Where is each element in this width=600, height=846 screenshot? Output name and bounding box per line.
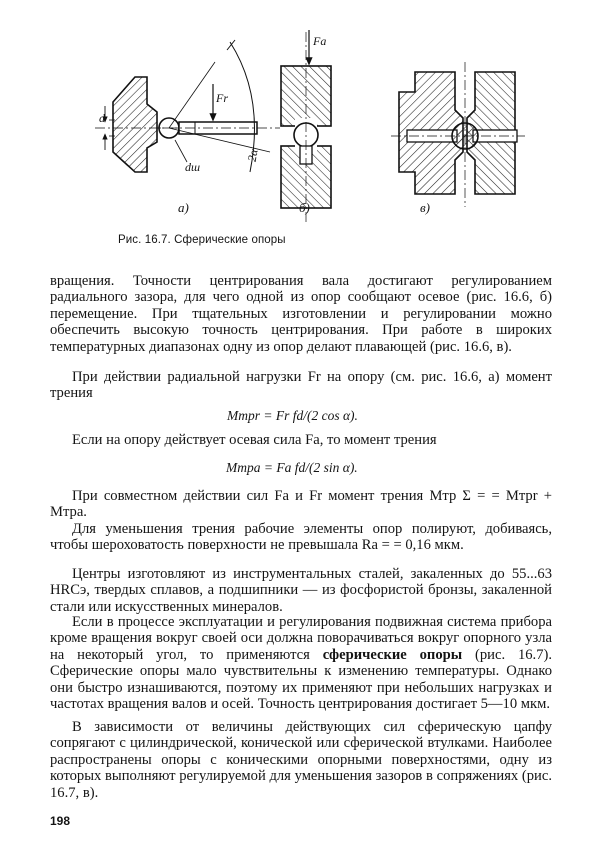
paragraph-8: В зависимости от величины действующих сил сферическую цапфу сопрягают с цилиндрической, конической или сферической втулками. Наиболее распространены опоры с коническими опорными поверхностями, одну из которых выполняют регулируемой для уменьшения зазоров в сопряжениях (рис. 16.7, в). [50,719,552,801]
sublabel-b: б) [299,200,310,215]
paragraph-4: При совместном действии сил Fa и Fr момент трения Mтр Σ = = Mтрr + Mтрa. [50,488,552,521]
page-number: 198 [50,814,71,828]
paragraph-5: Для уменьшения трения рабочие элементы опор полируют, добиваясь, чтобы шероховатость поверхности не превышала Ra = = 0,16 мкм. [50,521,552,554]
figure-drawing [95,22,525,227]
paragraph-7-end: (рис. 16.7). Сферические опоры мало чувствительны к изменению температуры. Однако они быстро изнашиваются, поэтому их применяют при небольших нагрузках и частотах вращения валов и осей. Точность центрирования достигает 5—10 мкм. [50,646,552,713]
sublabel-a: а) [178,200,189,215]
figure-spherical-supports [95,22,525,227]
figure-c [391,62,525,207]
label-d: d [99,111,105,125]
paragraph-3: Если на опору действует осевая сила Fa, то момент трения [72,432,437,448]
term-spherical-supports: сферические опоры [322,646,463,663]
label-fr: Fr [216,91,228,105]
paragraph-1: вращения. Точности центрирования вала достигают регулированием радиального зазора, для чего одной из опор сообщают осевое (рис. 16.6, б) перемещение. При тщательных изготовлении и регулировании можно обеспечить высокую точность центрирования. При работе в широких температурных диапазонах одну из опор делают плавающей (рис. 16.6, в). [50,273,552,355]
label-fa: Fa [313,34,327,48]
label-two-alpha: 2α [244,148,261,163]
paragraph-7-start: Если в процессе эксплуатации и регулирования подвижная система прибора кроме вращения вокруг своей оси должна поворачиваться вокруг опорного узла на некоторый угол, то применяются [50,614,552,663]
formula-radial: Mтрr = Fr fd/(2 cos α). [227,408,358,423]
figure-b [281,30,331,222]
formula-axial: Mтрa = Fa fd/(2 sin α). [226,460,358,475]
label-dsh: dш [185,160,201,174]
paragraph-6: Центры изготовляют из инструментальных сталей, закаленных до 55...63 HRCэ, твердых сплавов, а подшипники — из фосфористой бронзы, закаленной стали или искусственных минералов. [50,566,552,615]
sublabel-c: в) [420,200,430,215]
paragraph-2: При действии радиальной нагрузки Fr на опору (см. рис. 16.6, а) момент трения [50,369,552,402]
paragraph-7 [50,614,552,712]
figure-caption: Рис. 16.7. Сферические опоры [118,234,286,246]
